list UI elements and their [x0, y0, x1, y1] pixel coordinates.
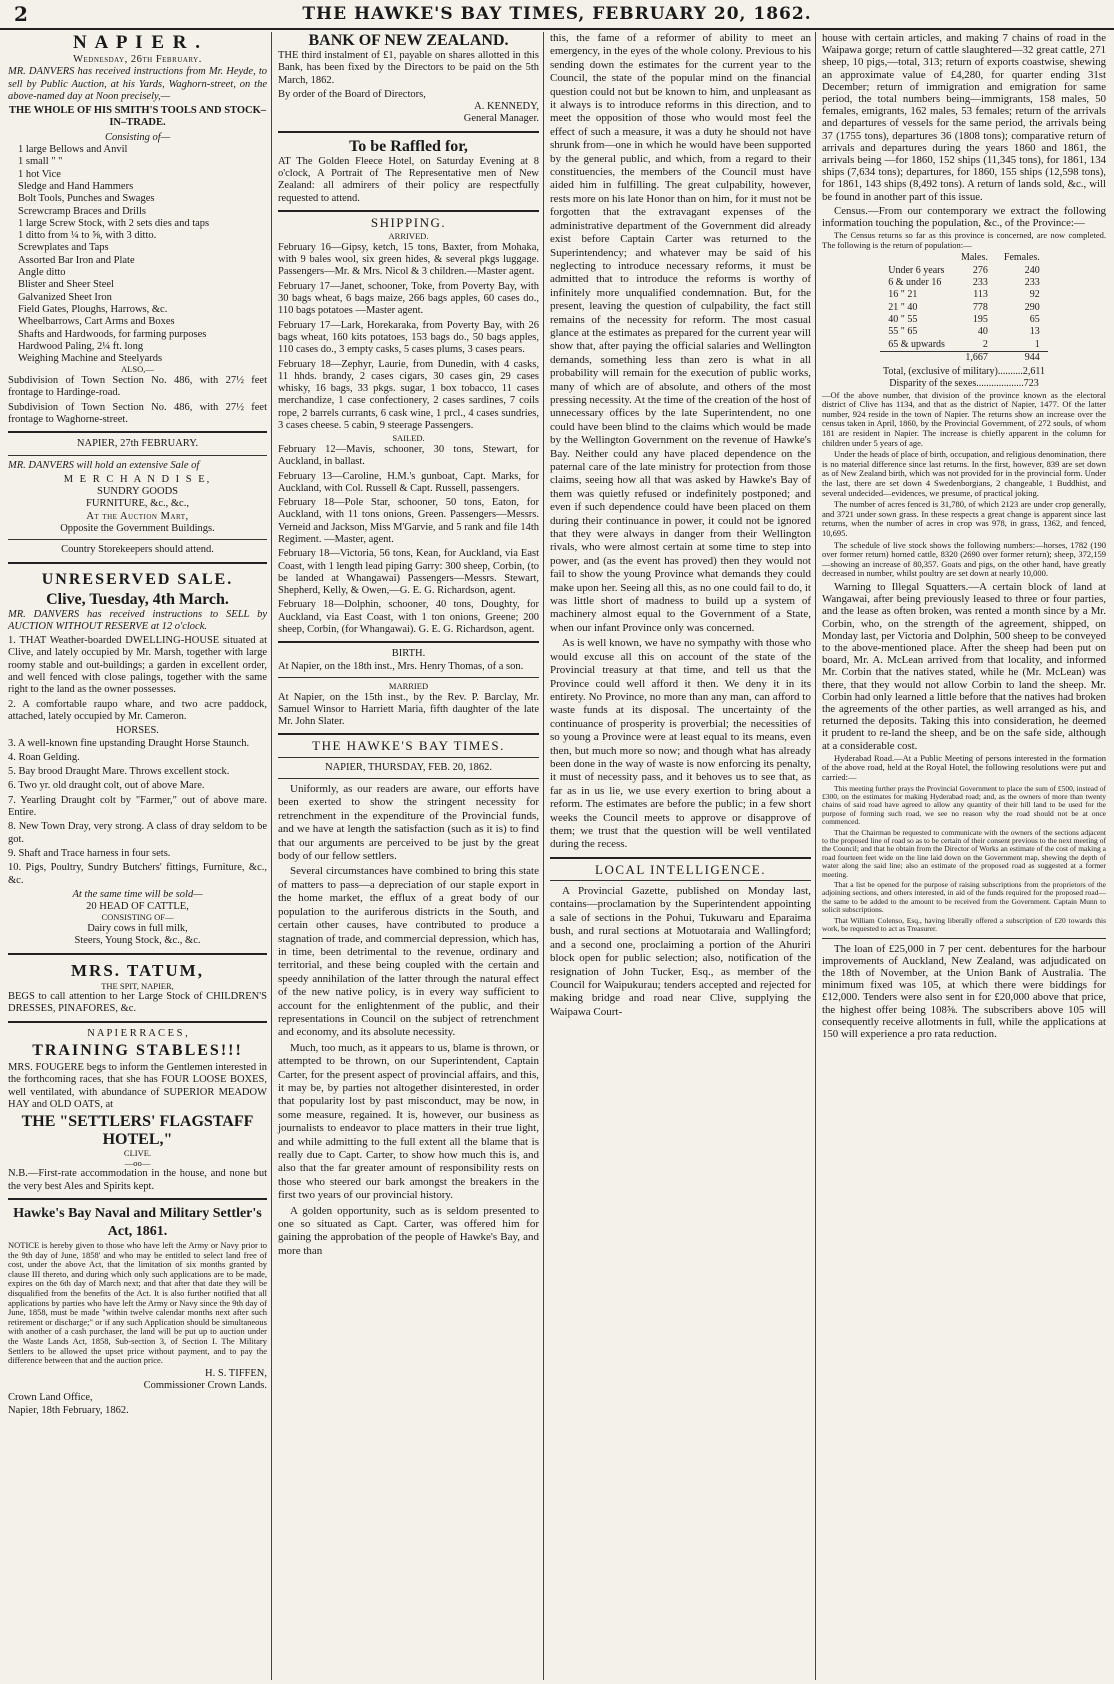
local-paragraph: A Provincial Gazette, published on Monday last, contains—proclamation by the Superintendent appointing a sale of sections in the Pohui, Tukuwaru and Eparaima bush, and rural sections at Motuotaraia and Wallingford; and a second one, proclaiming a portion of the Ahuriri block open for public selection; also, notification of the resignation of John Tucker, Esq., as member of the Council for Waipukurau; tenders accepted and rejected for making bridge and road near Clive, supplying the Waipawa Court- — [550, 885, 811, 1018]
hyderabad-paragraph: Hyderabad Road.—At a Public Meeting of persons interested in the formation of the above road, held at the Royal Hotel, the following resolutions were put and carried:— — [822, 752, 1106, 783]
horse-item: 4. Roan Gelding. — [8, 751, 80, 763]
table-cell: 276 — [972, 264, 988, 276]
divider — [278, 733, 539, 735]
list-item: Blister and Sheer Steel — [18, 279, 114, 291]
horse-item: 7. Yearling Draught colt by "Farmer," out of above mare. Entire. — [8, 794, 267, 819]
table-row — [880, 265, 1047, 277]
divider — [8, 431, 267, 433]
masthead — [0, 0, 1114, 30]
list-item: 1 large Screw Stock, with 2 sets dies and taps — [18, 217, 210, 229]
act-heading: Hawke's Bay Naval and Military Settler's Act, 1861. — [13, 1206, 262, 1240]
resolution: This meeting further prays the Provincial Government to place the sum of £500, instead of £300, on the estimates for making Hyderabad road; and, as the owners of more than twenty chains of said road have agreed to allow any quantity of their hill land to be used for the purpose of forming such road, we see no reason why the road should not be at once commenced. — [822, 783, 1106, 827]
auction-intro-2: MR. DANVERS will hold an extensive Sale of — [8, 459, 200, 471]
editorial-paragraph: this, the fame of a reformer of ability to meet an emergency, in the eyes of the whole colony. Previous to his sending down the estimates for the current year to the Council, the state of the popular mind on the financial question could not but be known to him, and unpleasant as it always is to introduce reforms in this direction, and to meet the opposition of those who would most feel the effect of such a measure, it was a duty he should not have shrunk from—one in which he would have been supported by the general public, and which, from a regard to their constituencies, the members of the Council must have aided him in fulfilling. The great culpability, however, rests more on his late Honor than on him, for it must not be forgotten that the extravagant expenses of the administrative department of the Government did already exist before Captain Carter was returned to the Superintendency; and whatever may be said of his neglecting to introduce necessary reforms, it must be admitted that to introduce the reforms is worthy of infinitely more unqualified condemnation. But, for the present, leaving the question of culpability, the fact still remains of the necessity for reform. The most casual glance at the estimates as prepared for the current year will show that, after paying the official salaries and Wellington demands, something less than zero is what in all probability will remain for the execution of public works, many of which are of absolute, and others of the most pressing necessity. At the time of the creation of the host of unnecessary offices by the late Superintendent, no one could have been blind to the claims which would be made by the Wellington Government on the revenue of Hawke's Bay. Neither could any have placed dependence on the paternal care of the late ministry for protection from those claims, seeing how all that was asked by Hawke's Bay of them was quietly refused or indefinitely postponed; and even if such dependence could have been placed on them during their continuance in power, it could not be ignored that they were always in danger from their Wellington rivals, who were almost certain at some time to step into power, and (as the event has proved) then they would not fail to show the young Province what demands they could make upon her. Seeing all this, as no one could fail to do, it was little short of madness to build up a system of machinery almost equal to the Government of a State, when our infant Province only was concerned. — [550, 32, 811, 634]
editorial-paragraph: Much, too much, as it appears to us, blame is thrown, or attempted to be thrown, on our Superintendent, Captain Carter, for the present aspect of provincial affairs, and this, it may be, by parties not altogether disinterested, in order that popularity lost by past misconduct, may be now, in some measure, regained. It is, however, our business as journalists to endeavor to place matters in their true light, and while admitting to the full extent all the blame that is really due to Capt. Carter, to show how much this is, and also that the far greater amount of responsibility rests on those who steered our bark amongst the breakers in the first two years of our provincial history. — [278, 1041, 539, 1202]
table-row — [880, 351, 1047, 364]
editorial-paragraph: A golden opportunity, such as is seldom presented to one so situated as Capt. Carter, was offered him for gaining the approbation of the people of Hawke's Bay, and more than — [278, 1204, 539, 1257]
table-cell: 40 " 55 — [888, 313, 918, 325]
paper-date: NAPIER, THURSDAY, FEB. 20, 1862. — [325, 761, 492, 773]
sailed-label: SAILED. — [392, 433, 425, 444]
local-intelligence-heading: LOCAL INTELLIGENCE. — [595, 861, 766, 877]
birth-heading: BIRTH. — [391, 648, 426, 660]
shipping-entry: February 18—Victoria, 56 tons, Kean, for Auckland, via East Coast, with 1 length lead piping Garry: 300 sheep, Corbin, (to be landed at Whangawai) Passengers—Messrs. Stewart, Shepherd, Kelly, & Owen,—G. E. G. Richardson, agent. — [278, 548, 539, 597]
census-paragraph: —Of the above number, that division of the province known as the electoral district of Clive has 1134, and that as the district of Napier, 1477. Of the latter number, 924 reside in the town of Napier. The returns show an increase over the census taken in April, 1860, by the Provincial Government, of 272 souls, of whom 181 are resident in Napier. The increase is chiefly apparent in the column for children under 5 years of age. — [822, 389, 1106, 448]
act-signature: Crown Land Office, — [8, 1392, 93, 1404]
auction-date-2: NAPIER, 27th FEBRUARY. — [76, 438, 199, 450]
cattle-line: Dairy cows in full milk, — [87, 923, 188, 934]
auction-date-1: Wednesday, 26th February. — [73, 54, 202, 65]
table-cell: 778 — [972, 301, 988, 313]
list-item: 1 small " " — [18, 156, 63, 168]
divider — [278, 210, 539, 212]
list-item: Screwplates and Taps — [18, 242, 109, 254]
table-cell: 21 " 40 — [888, 301, 918, 313]
census-paragraph: The schedule of live stock shows the following numbers:—horses, 1782 (190 over former return) horned cattle, 8320 (2690 over former return); sheep, 372,159—showing an increase of 80,357. Goats and pigs, on the other hand, have greatly decreased in number, whilst poultry are set down at nearly 10,000. — [822, 539, 1106, 579]
local-paragraph: house with certain articles, and making 7 chains of road in the Waipawa gorge; return of cattle slaughtered—32 great cattle, 271 sheep, 10 pigs,—total, 313; return of exports coastwise, shewing an approximate value of £4,280, for quarter ending 31st December; return of immigration and emigration for same period, the total numbers being—immigrants, 158 males, 50 females, emigrants, 162 males, 53 females; return of the arrivals and departures of vessels for the same period, the arrivals being 37 (1755 tons), departures 36 (1808 tons); comparative return of arrivals and departures during the years 1860 and 1861, the arrivals being —for 1860, 152 ships (11,345 tons), for 1861, 134 ships (7,634 tons); departures, for 1860, 155 ships (12,598 tons), for 1861, 143 ships (8,492 tons). A return of lands sold, &c., will be found in another part of this issue. — [822, 32, 1106, 203]
census-intro: Census.—From our contemporary we extract the following information touching the population, &c., of the Province:— — [822, 204, 1106, 230]
list-item: 1 large Bellows and Anvil — [18, 144, 128, 156]
divider — [550, 857, 811, 859]
shipping-entry: February 13—Caroline, H.M.'s gunboat, Capt. Marks, for Auckland, with Col. Russell & Capt. Russell, passengers. — [278, 470, 539, 494]
shipping-entry: February 17—Lark, Horekaraka, from Poverty Bay, with 26 bags wheat, 160 kits potatoes, 153 bags do., 50 bags apples, 110 cases do., 3 empty casks, 5 cases plums, 3 cases pears. — [278, 319, 539, 356]
divider — [278, 757, 539, 758]
table-cell: 65 & upwards — [888, 338, 945, 350]
bank-text: THE third instalment of £1, payable on shares allotted in this Bank, has been fixed by the Directors to be paid on the 5th March, 1862. — [278, 50, 539, 86]
divider — [8, 539, 267, 540]
tatum-heading: MRS. TATUM, — [71, 960, 204, 980]
horse-item: 5. Bay brood Draught Mare. Throws excellent stock. — [8, 766, 230, 778]
horses-heading: HORSES. — [116, 725, 159, 737]
act-signature: Commissioner Crown Lands. — [143, 1380, 267, 1392]
subdivision-2: Subdivision of Town Section No. 486, with 27½ feet frontage to Waghorne-street. — [8, 401, 267, 425]
married-heading: MARRIED — [388, 680, 429, 691]
horse-item: 8. New Town Dray, very strong. A class of dray seldom to be got. — [8, 821, 267, 845]
raffle-heading: To be Raffled for, — [349, 137, 468, 155]
table-cell: 6 & under 16 — [888, 277, 942, 289]
list-item: 1 hot Vice — [18, 168, 61, 180]
newspaper-title: THE HAWKE'S BAY TIMES, FEBRUARY 20, 1862. — [302, 4, 812, 24]
subdivision-1: Subdivision of Town Section No. 486, with 27½ feet frontage to Hardinge-road. — [8, 375, 267, 399]
census-note: The Census returns so far as this province is concerned, are now completed. The following is the return of population:— — [822, 230, 1106, 250]
table-row — [880, 289, 1047, 301]
birth-text: At Napier, on the 18th inst., Mrs. Henry Thomas, of a son. — [278, 660, 524, 672]
table-cell: 1 — [1034, 338, 1040, 350]
also-label: ALSO,— — [121, 364, 154, 375]
divider — [8, 1198, 267, 1200]
squatters-paragraph: Warning to Illegal Squatters.—A certain block of land at Wangawai, after being previously leased to three or four parties, and the lease as often broken, was rented a month since by a Mr. Corbin, who, on the strength of the agreement, shipped, on Monday last, per Victoria and Dolphin, 500 sheep to be conveyed to the above-mentioned place. After the sheep had been put on board, Mr. A. McLean arrived from that locality, and informed Mr. Corbin that the natives stated, while he (Mr. McLean) was there, that they would not allow Corbin to land the sheep. Mr. Corbin had only learned a little before that the natives had broken the agreements of the other parties, as well arranged as his, and returned the deposits. Taking this into consideration, he deemed it prudent to re-land the sheep, and be on the safe side, although at a considerable cost. — [822, 580, 1106, 752]
shipping-entry: February 18—Pole Star, schooner, 50 tons, Eaton, for Auckland, with 11 tons onions, Green. Passengers—Messrs. Verneid and Jackson, Miss M'Garvie, and 5 rank and file 14th Regiment. —Master, agent. — [278, 497, 539, 545]
column-3 — [546, 32, 816, 1680]
list-item: Sledge and Hand Hammers — [18, 180, 134, 192]
horse-item: 9. Shaft and Trace harness in four sets. — [8, 847, 171, 859]
shipping-entry: February 16—Gipsy, ketch, 15 tons, Baxter, from Mohaka, with 9 bales wool, six green hides, & several pkgs luggage. Passengers—Mr. & Mrs. Nicol & 3 children.—Master agent. — [278, 241, 539, 278]
divider — [550, 880, 811, 881]
column-4 — [818, 32, 1110, 1680]
cattle-heading: 20 HEAD OF CATTLE, — [86, 901, 189, 913]
table-cell — [880, 351, 953, 364]
table-cell: 233 — [1024, 277, 1040, 289]
act-signature: Napier, 18th February, 1862. — [8, 1404, 129, 1416]
nb-note: N.B.—First-rate accommodation in the house, and none but the very best Ales and Spirits kept. — [8, 1168, 267, 1192]
divider — [8, 1021, 267, 1023]
tatum-text: BEGS to call attention to her Large Stock of CHILDREN'S DRESSES, PINAFORES, &c. — [8, 991, 267, 1015]
merchandise-line: At the Auction Mart, — [86, 510, 189, 522]
list-item: Screwcramp Braces and Drills — [18, 205, 146, 217]
table-cell: 944 — [1024, 351, 1040, 363]
auction-intro-1: MR. DANVERS has received instructions from Mr. Heyde, to sell by Public Auction, at his Yards, Waghorn-street, on the above-named day at Noon precisely,— — [8, 66, 267, 102]
table-cell: 40 — [977, 326, 988, 338]
list-item: 1 ditto from ¼ to ⅝, with 3 ditto. — [18, 230, 157, 242]
fougere-text: MRS. FOUGERE begs to inform the Gentlemen interested in the forthcoming races, that she has FOUR LOOSE BOXES, well ventilated, with abundance of SUPERIOR MEADOW HAY and OLD OATS, at — [8, 1062, 267, 1110]
table-row — [880, 314, 1047, 326]
bank-signature: A. KENNEDY, — [474, 101, 539, 113]
lot-1: 1. THAT Weather-boarded DWELLING-HOUSE situated at Clive, and lately occupied by Mr. Marsh, together with large roomy stable and out-buildings; a garden in excellent order, and well fenced with close palings, together with the same right to the land as the owner possesses. — [8, 635, 267, 696]
table-cell: 195 — [972, 313, 988, 325]
shipping-entry: February 18—Zephyr, Laurie, from Dunedin, with 4 casks, 11 hhds. brandy, 2 cases cigars, 30 cases gin, 29 cases whisky, 16 bags, 33 pkgs. sugar, 1 box tobacco, 11 cases merchandize, 1 case confectionery, 2 cases sardines, 7 coils rope, 2 barrels currants, 6 cask wine, 1 prcl., 4 cases sundries, 3 cases cheese. 5 cabin, 9 steerage Passengers. — [278, 358, 539, 432]
list-item: Galvanized Sheet Iron — [18, 291, 112, 303]
list-item: Wheelbarrows, Cart Arms and Boxes — [18, 316, 175, 328]
cattle-line: Steers, Young Stock, &c., &c. — [74, 935, 201, 947]
consisting-label: Consisting of— — [104, 131, 171, 143]
divider — [8, 455, 267, 456]
editorial-paragraph: Several circumstances have combined to bring this state of matters to pass—a depreciation of our staple export in the home market, the efflux of a great body of our population to the auriferous districts in the South, and certain other causes, have contributed to produce a stagnation of trade, and commercial depression, which has, in time, been detrimental to the revenue, ordinary and territorial, and these being coupled with the certain and speedy annihilation of the latter through the natural effect of the new native policy, is in every way sufficient to account for the enlightenment of the public, and their representations in Council on the subject of retrenchment and economy, and its absolute necessity. — [278, 865, 539, 1039]
table-cell: 113 — [973, 289, 988, 301]
merchandise-line: FURNITURE, &c., &c., — [86, 498, 189, 510]
shipping-heading: SHIPPING. — [370, 214, 447, 230]
paper-title: THE HAWKE'S BAY TIMES. — [312, 738, 505, 754]
table-cell: 65 — [1029, 313, 1040, 325]
column-2 — [274, 32, 544, 1680]
horse-item: 3. A well-known fine upstanding Draught Horse Staunch. — [8, 737, 250, 749]
arrived-label: ARRIVED. — [388, 231, 429, 242]
list-item: Weighing Machine and Steelyards — [18, 353, 163, 365]
bank-heading: BANK OF NEW ZEALAND. — [308, 32, 509, 49]
tools-list — [8, 144, 267, 365]
table-cell: 240 — [1024, 264, 1040, 276]
table-cell: 16 " 21 — [888, 289, 918, 301]
table-cell: 13 — [1029, 326, 1040, 338]
table-row — [880, 277, 1047, 289]
list-item: Shafts and Hardwoods, for farming purposes — [18, 328, 207, 340]
races-heading: N A P I E R R A C E S , — [87, 1027, 188, 1039]
horse-item: 6. Two yr. old draught colt, out of above Mare. — [8, 780, 205, 792]
shipping-entry: February 18—Dolphin, schooner, 40 tons, Doughty, for Auckland, via East Coast, with 1 ton onions, Greene; 200 sheep, Corbin, (for Whangawai). G. E. G. Richardson, agent. — [278, 599, 539, 636]
act-signature: H. S. TIFFEN, — [205, 1367, 267, 1379]
married-text: At Napier, on the 15th inst., by the Rev. P. Barclay, Mr. Samuel Winsor to Harriett Maria, fifth daughter of the late Mr. John Slater. — [278, 691, 539, 728]
merchandise-line: SUNDRY GOODS — [96, 486, 178, 498]
lot-title: THE WHOLE OF HIS SMITH'S TOOLS AND STOCK–IN–TRADE. — [8, 105, 267, 129]
same-time-note: At the same time will be sold— — [72, 888, 203, 900]
unreserved-sale-heading: UNRESERVED SALE. — [41, 570, 234, 588]
shipping-entry: February 17—Janet, schooner, Toke, from Poverty Bay, with 30 bags wheat, 6 bags maize, 266 bags apples, 60 cases do., 110 bags potatoes —Master agent. — [278, 280, 539, 317]
table-header: Males. — [960, 252, 988, 264]
list-item: Hardwood Paling, 2¼ ft. long — [18, 340, 144, 352]
horse-item: 10. Pigs, Poultry, Sundry Butchers' fittings, Furniture, &c., &c. — [8, 862, 267, 886]
table-row — [880, 302, 1047, 314]
raffle-text: AT The Golden Fleece Hotel, on Saturday Evening at 8 o'clock, A Portrait of The Representative men of New Zealand: all admirers of their policy are respectfully requested to attend. — [278, 155, 539, 204]
table-row — [880, 339, 1047, 352]
napier-heading: N A P I E R . — [73, 32, 202, 53]
column-1 — [4, 32, 272, 1680]
divider — [278, 677, 539, 678]
census-paragraph: Under the heads of place of birth, occupation, and religious denomination, there is no material difference since last returns. In the first, however, 839 are set down as of New Zealand birth, which was not provided for in the provincial form. Under the last, there are set down 4 Swedenborgians, 2 changeable, 1 Buddhist, and several undecided—evidences, we presume, of practical joking. — [822, 449, 1106, 498]
shipping-entry: February 12—Mavis, schooner, 30 tons, Stewart, for Auckland, in ballast. — [278, 443, 539, 468]
table-row — [880, 252, 1047, 264]
divider — [278, 778, 539, 779]
table-cell: Under 6 years — [888, 264, 945, 276]
lot-2: 2. A comfortable raupo whare, and two acre paddock, attached, lately occupied by Mr. Cameron. — [8, 698, 267, 722]
loan-paragraph: The loan of £25,000 in 7 per cent. debentures for the harbour improvements of Auckland, New Zealand, was adjudicated on the 18th of November, at the Union Bank of Australia. The minimum fixed was 105, at which there were biddings for £12,000. Tenders were also sent in for £20,000 above that price, the highest offer being 108⅝. The subscribers above 105 will consequently receive allotments in full, while the applications at 150 will experience a pro rata reduction. — [822, 942, 1106, 1040]
flagstaff-hotel: THE "SETTLERS' FLAGSTAFF HOTEL," — [21, 1113, 254, 1149]
table-row — [880, 326, 1047, 338]
editorial — [278, 783, 539, 1258]
merchandise-heading: M E R C H A N D I S E, — [63, 473, 212, 485]
clive-label: CLIVE. — [123, 1148, 152, 1159]
table-header — [880, 252, 953, 264]
training-stables-heading: TRAINING STABLES!!! — [32, 1042, 243, 1060]
census-table — [880, 252, 1047, 364]
bank-order: By order of the Board of Directors, — [278, 88, 426, 100]
table-cell: 233 — [972, 277, 988, 289]
divider — [278, 641, 539, 643]
divider — [278, 131, 539, 133]
list-item: Field Gates, Ploughs, Harrows, &c. — [18, 303, 168, 315]
table-cell: 290 — [1024, 301, 1040, 313]
resolution: That the Chairman be requested to communicate with the owners of the sections adjacent to the proposed line of road so as to be certain of their consent previous to the next meeting of the Council; and that he obtain from the Director of Works an estimate of the cost of making a road fourteen feet wide on the line laid down on the Government map, shewing the depth of water along the said line; also an estimate of the proposed road as suggested at a former meeting. — [822, 827, 1106, 879]
page-number: 2 — [14, 2, 28, 26]
table-cell: 1,667 — [965, 351, 988, 363]
resolution: That a list be opened for the purpose of raising subscriptions from the proprietors of the adjoining sections, and others interested, in aid of the funds required for the proposed road—the same to be added to the amount to be received from the Government. Captain Munn to solicit subscriptions. — [822, 880, 1106, 915]
divider — [8, 562, 267, 564]
act-text: NOTICE is hereby given to those who have left the Army or Navy prior to the 9th day of June, 1858' and who may be entitled to select land free of cost, under the above Act, that the limitation of six months granted by clause III thereto, and during which only such applications are to be made, expires on the 6th day of March next; and that after that date they will be disqualified from the benefits of the Act. It is also further notified that all applications by parties who have left the Army or Navy since the 9th day of June, 1858, must be made "within twelve calendar months next after such retirement or discharge;" or if any such Application should be simultaneous with another of a cash purchaser, the land will be put up to auction under the Waste Lands Act, 1858, Sub-section 3, of Section I. The Military Settlers to be allowed the upset price without payment, and to pay the difference between that and the auction price. — [8, 1240, 267, 1366]
table-cell: 2 — [982, 338, 988, 350]
census-paragraph: The number of acres fenced is 31,780, of which 2123 are under crop generally, and 3721 under sown grass. In these respects a great change is apparent since last returns, when the number of acres in crop was 978, in grass, 1362, and fenced, 10,695. — [822, 499, 1106, 539]
divider — [8, 953, 267, 955]
divider — [822, 938, 1106, 939]
table-header: Females. — [1003, 252, 1040, 264]
census-total: Total, (exclusive of military)..........2,611 — [883, 366, 1045, 378]
table-cell: 92 — [1029, 289, 1040, 301]
cattle-line: CONSISTING OF— — [101, 912, 174, 923]
bank-signature: General Manager. — [463, 113, 539, 125]
list-item: Assorted Bar Iron and Plate — [18, 254, 135, 266]
ornament: —oo— — [124, 1157, 151, 1168]
editorial-paragraph: As is well known, we have no sympathy with those who would excuse all this on account of the state of the Provincial treasury at that time, and tell us that the Province could well afford it then. We deny it in its entirety. No Province, no more than any man, can afford to waste funds at its disposal. The uncertainty of the continuance of prosperity is proverbial; the necessities of so young a Province were at least equal to its means, even then, but much more so now; and though what has already been done in the way of waste is now enforcing its penalty, it must of necessity pass, and it behoves us to see that, as far as in us lie, we use every exertion to bring about a reform. The estimates are before the public; in a few short weeks the Council meets to approve or disapprove of them; we trust that the question will be well ventilated during the recess. — [550, 637, 811, 851]
editorial-paragraph: Uniformly, as our readers are aware, our efforts have been exerted to show the stringent necessity for retrenchment in the expenditure of the Provincial funds, and we have at length the satisfaction (such as it is) to find that our arguments are perceived to be just by the great body of our fellow settlers. — [278, 783, 539, 863]
merchandise-note: Country Storekeepers should attend. — [61, 544, 214, 556]
list-item: Bolt Tools, Punches and Swages — [18, 193, 155, 205]
clive-date: Clive, Tuesday, 4th March. — [46, 590, 229, 608]
list-item: Angle ditto — [18, 267, 66, 279]
merchandise-line: Opposite the Government Buildings. — [60, 522, 215, 534]
table-cell: 55 " 65 — [888, 326, 918, 338]
resolution: That William Colenso, Esq., having liberally offered a subscription of £20 towards this work, be requested to act as Treasurer. — [822, 915, 1106, 934]
auction-intro-3: MR. DANVERS has received instructions to SELL by AUCTION WITHOUT RESERVE at 12 o'clock. — [8, 608, 267, 632]
census-disparity: Disparity of the sexes...................723 — [889, 378, 1039, 390]
tatum-address: THE SPIT, NAPIER, — [101, 980, 174, 991]
